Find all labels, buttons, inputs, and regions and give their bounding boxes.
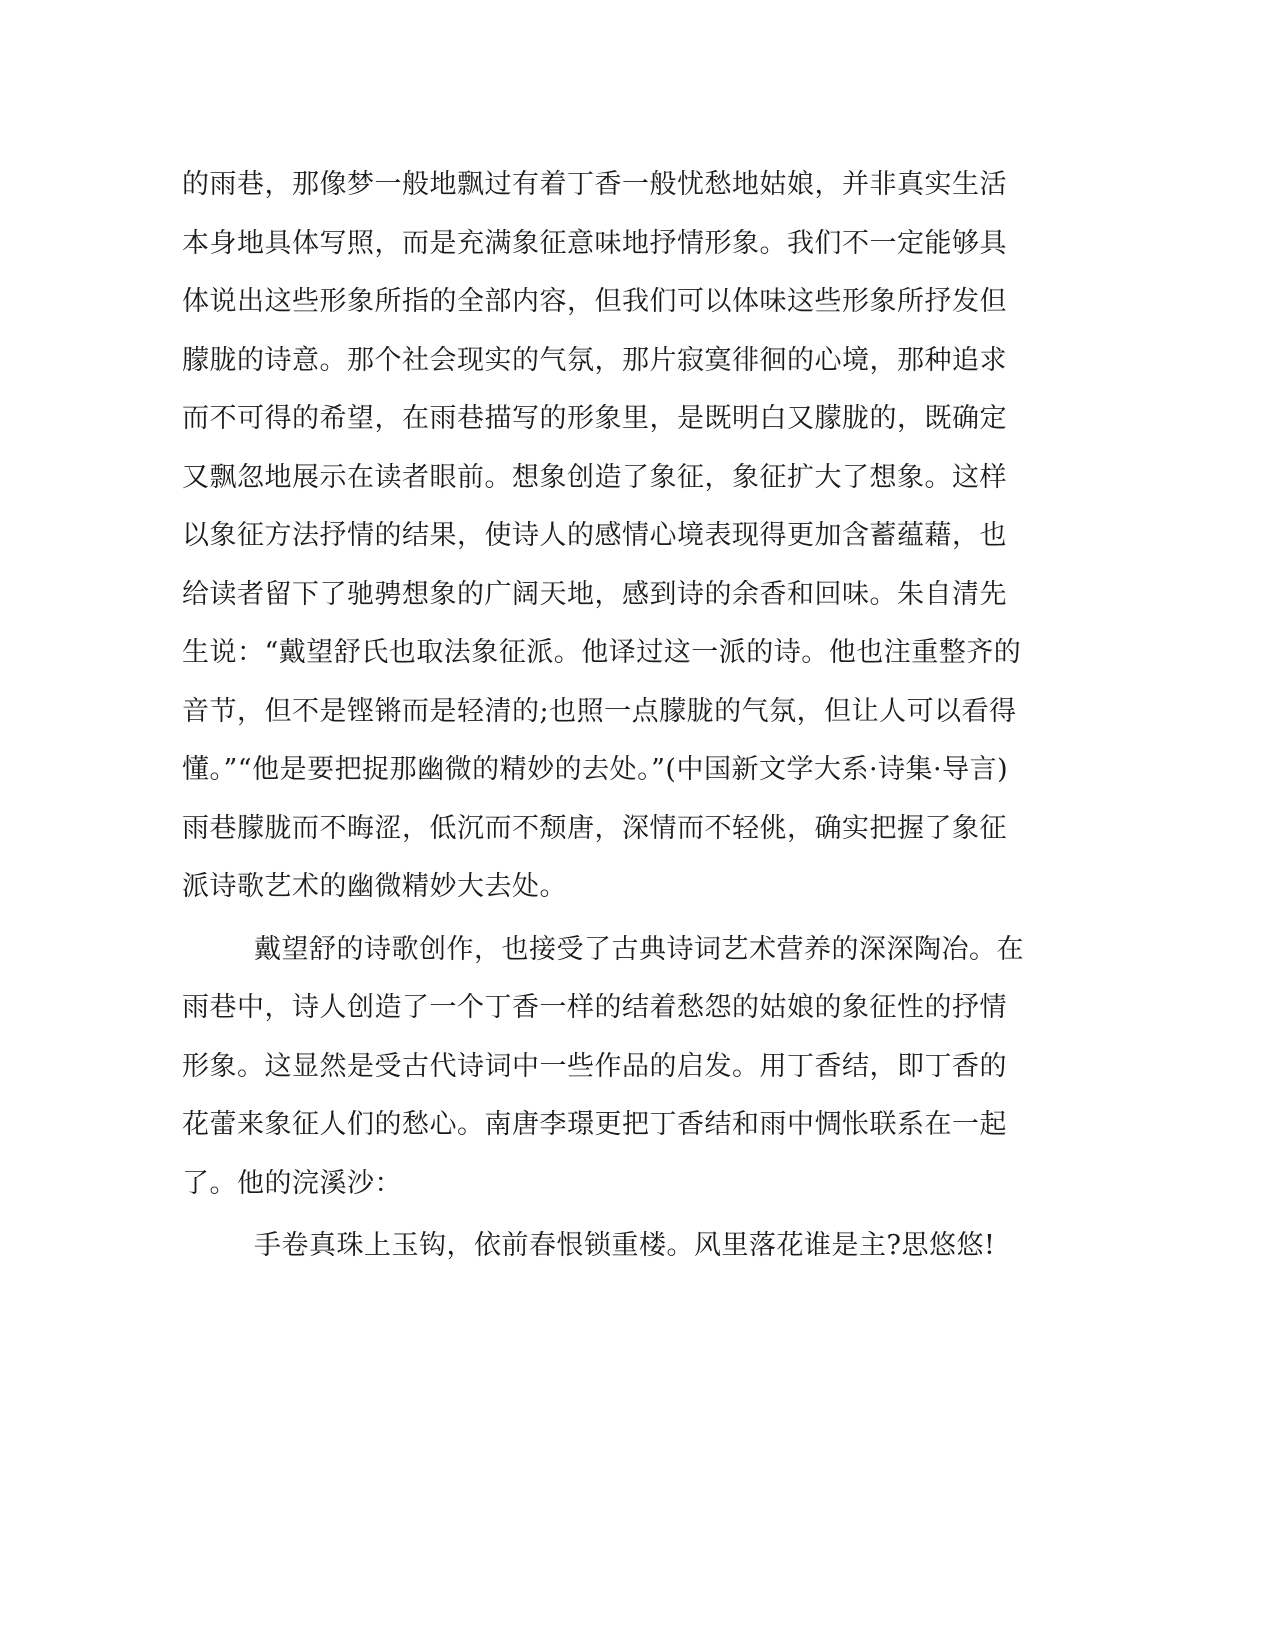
text-line: 体说出这些形象所指的全部内容，但我们可以体味这些形象所抒发但 [182,286,1007,317]
text-line: 戴望舒的诗歌创作，也接受了古典诗词艺术营养的深深陶冶。在 [254,933,1024,965]
text-line: 又飘忽地展示在读者眼前。想象创造了象征，象征扩大了想象。这样 [182,461,1007,493]
text-line: 的雨巷，那像梦一般地飘过有着丁香一般忧愁地姑娘，并非真实生活 [182,169,1007,200]
text-line: 音节，但不是铿锵而是轻清的;也照一点朦胧的气氛，但让人可以看得 [182,695,1017,727]
text-line: 派诗歌艺术的幽微精妙大去处。 [182,871,567,902]
text-line: 本身地具体写照，而是充满象征意味地抒情形象。我们不一定能够具 [182,227,1007,259]
text-line: 以象征方法抒情的结果，使诗人的感情心境表现得更加含蓄蕴藉，也 [182,520,1007,551]
paragraph-3-poem [182,1217,1062,1276]
text-line: 生说：“戴望舒氏也取法象征派。他译过这一派的诗。他也注重整齐的 [182,637,1022,668]
text-line: 了。他的浣溪沙： [182,1167,402,1199]
text-line: 而不可得的希望，在雨巷描写的形象里，是既明白又朦胧的，既确定 [182,403,1007,434]
text-line: 懂。”“他是要把捉那幽微的精妙的去处。”(中国新文学大系·诗集·导言) [182,754,1009,785]
poem-line: 手卷真珠上玉钩，依前春恨锁重楼。风里落花谁是主?思悠悠! [254,1230,996,1261]
paragraph-1 [182,156,1062,917]
text-line: 雨巷中，诗人创造了一个丁香一样的结着愁怨的姑娘的象征性的抒情 [182,992,1007,1023]
text-line: 朦胧的诗意。那个社会现实的气氛，那片寂寞徘徊的心境，那种追求 [182,344,1007,376]
text-line: 给读者留下了驰骋想象的广阔天地，感到诗的余香和回味。朱自清先 [182,578,1007,610]
text-line: 形象。这显然是受古代诗词中一些作品的启发。用丁香结，即丁香的 [182,1050,1007,1082]
text-line: 雨巷朦胧而不晦涩，低沉而不颓唐，深情而不轻佻，确实把握了象征 [182,812,1007,844]
paragraph-2 [182,921,1062,1214]
text-line: 花蕾来象征人们的愁心。南唐李璟更把丁香结和雨中惆怅联系在一起 [182,1109,1007,1140]
body-text [182,156,1062,1276]
